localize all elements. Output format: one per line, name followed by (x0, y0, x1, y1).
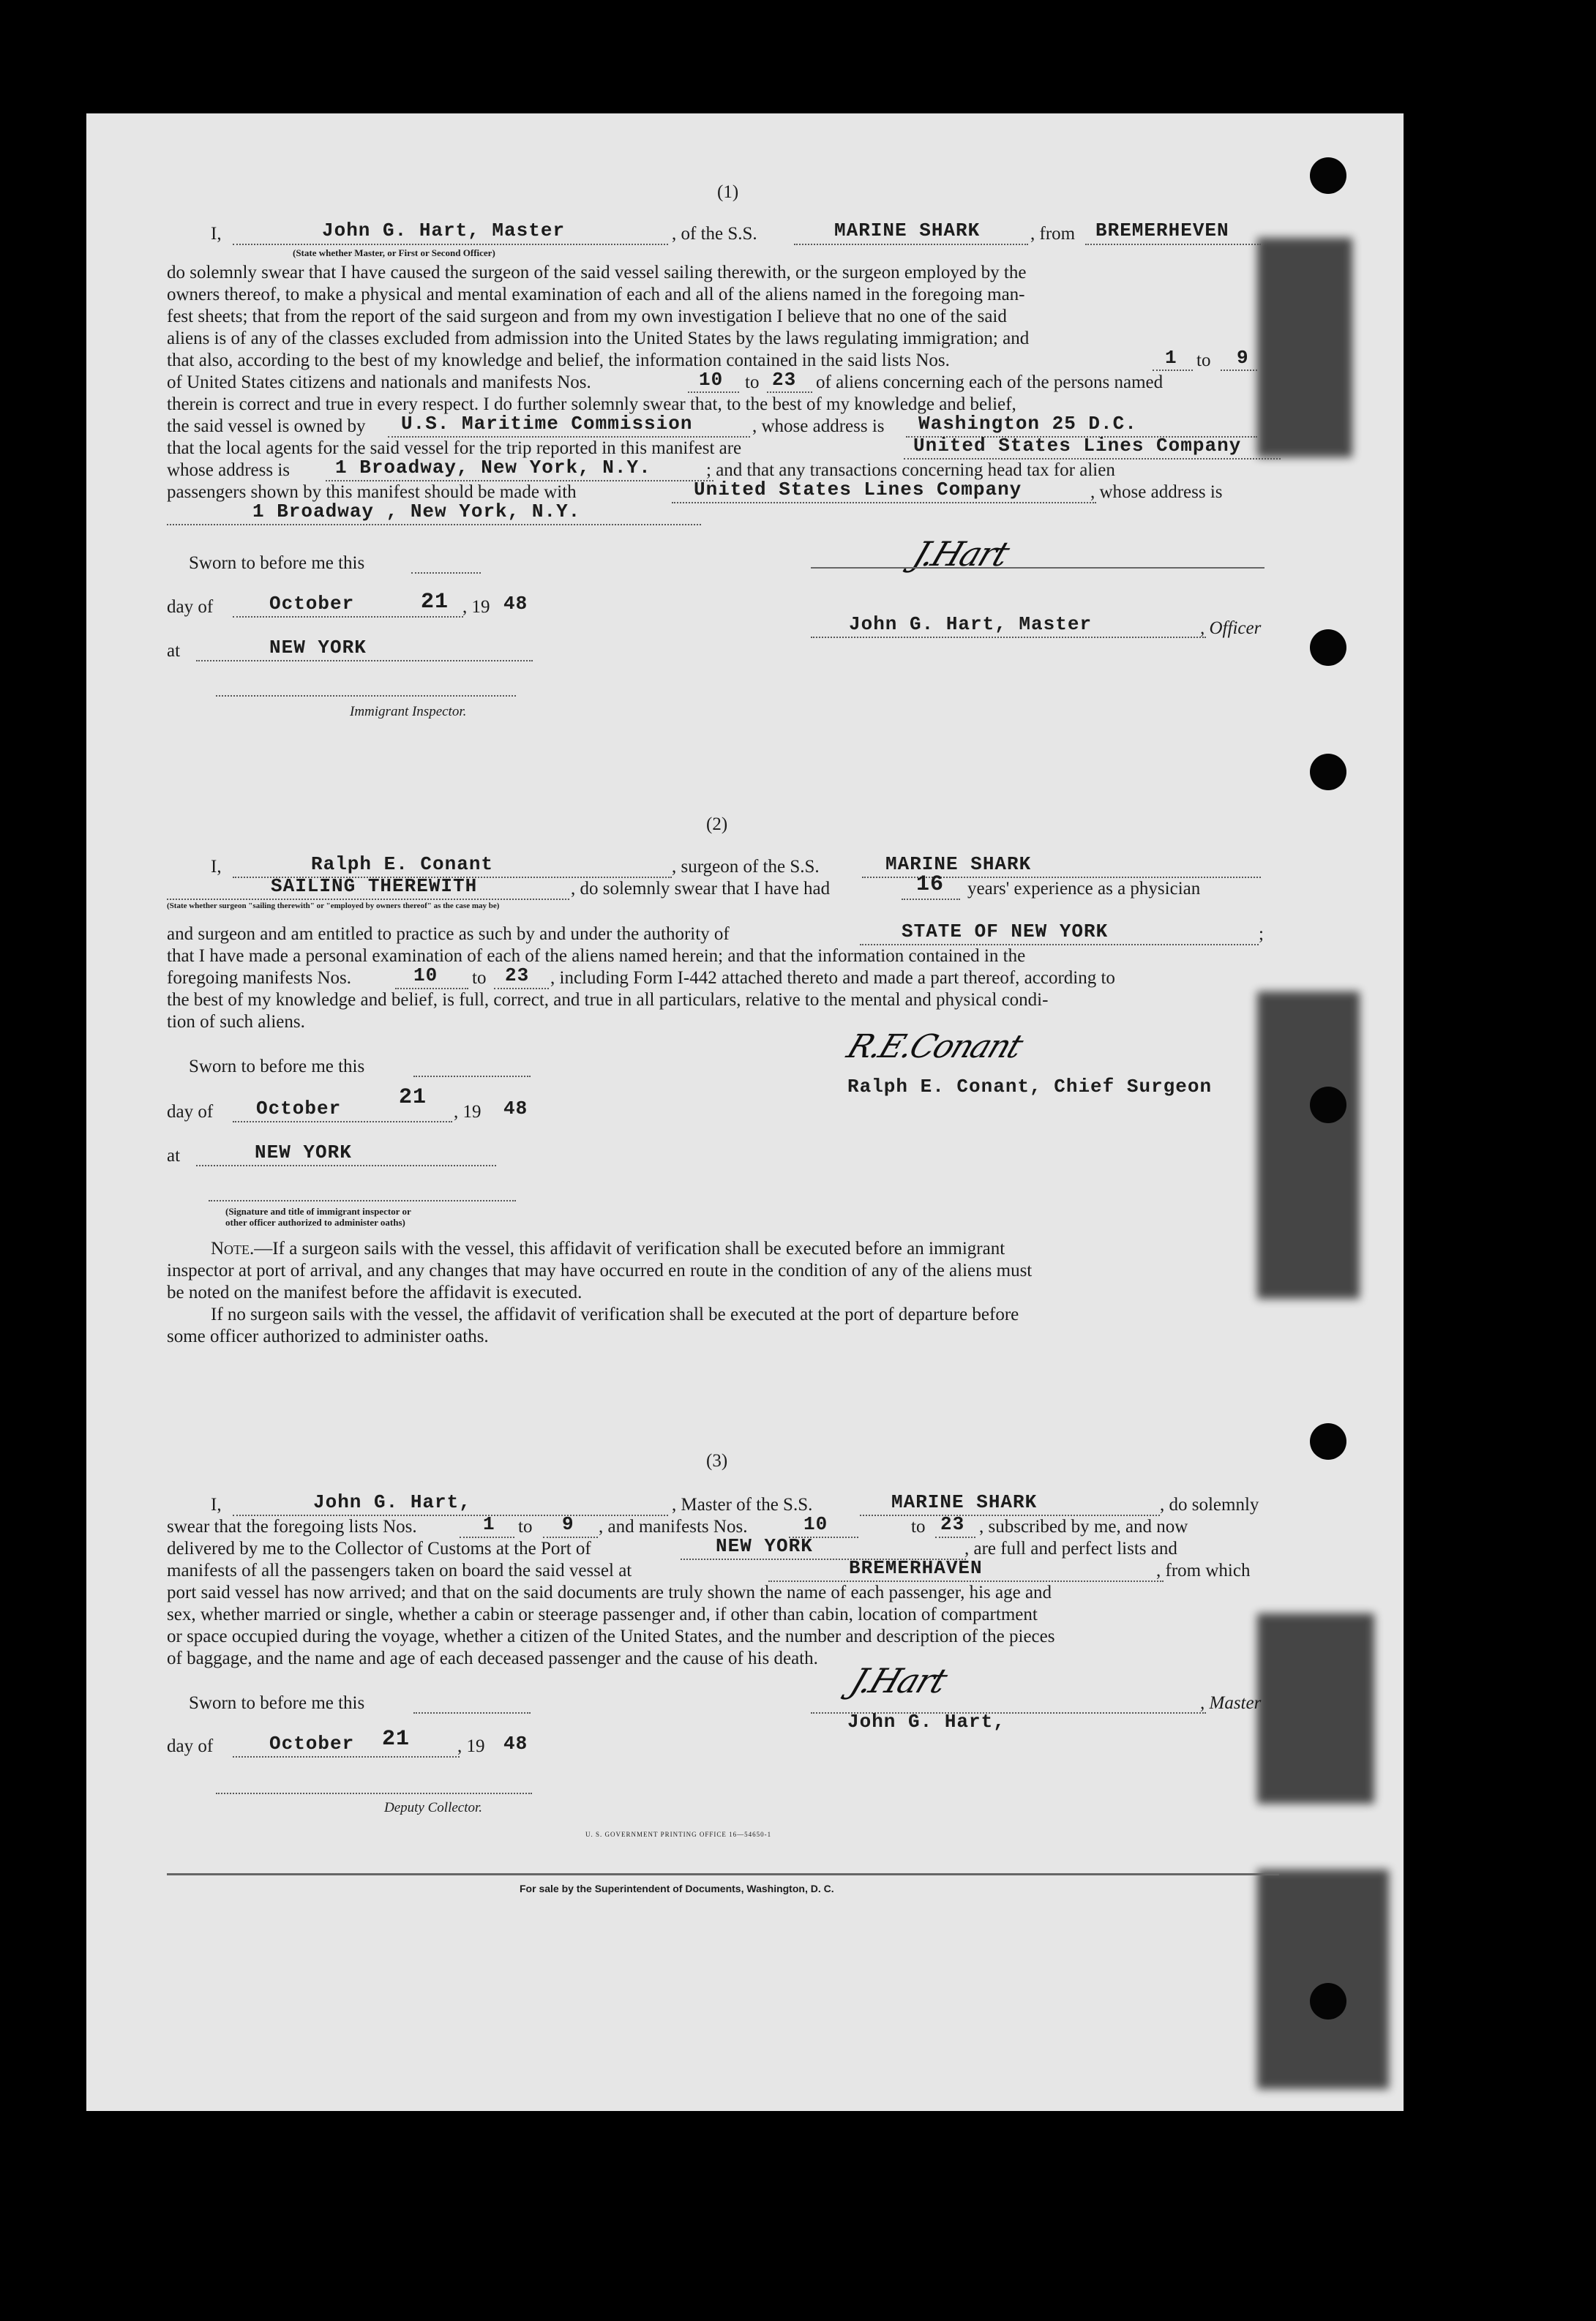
sec3-master-of: , Master of the S.S. (672, 1495, 813, 1515)
sec2-year: 48 (503, 1098, 528, 1120)
sec1-signed-name: John G. Hart, Master (849, 613, 1093, 635)
sec2-surgeon-of: , surgeon of the S.S. (672, 857, 820, 877)
sec1-line10b: ; and that any transactions concerning head tax for alien (706, 460, 1115, 480)
sec2-manifests-from: 10 (413, 964, 438, 986)
sec1-from: , from (1030, 224, 1076, 244)
sec2-day: 21 (399, 1085, 427, 1110)
surgeon-signature: R.E.Conant (842, 1028, 1027, 1065)
note-line: some officer authorized to administer oaths. (167, 1327, 489, 1346)
dotted-line (233, 1121, 452, 1122)
sec1-owner: U.S. Maritime Commission (401, 413, 693, 435)
note-line: inspector at port of arrival, and any changes that may have occurred en route in the condition of any of the aliens must (167, 1261, 1033, 1281)
dotted-line (233, 244, 668, 245)
section-1-number: (1) (717, 182, 739, 202)
sec1-inspector-caption: Immigrant Inspector. (350, 704, 467, 719)
dotted-line (209, 1200, 516, 1201)
sec1-month: October (269, 593, 355, 615)
sec2-line7: tion of such aliens. (167, 1012, 305, 1032)
semicolon: ; (1259, 924, 1264, 944)
sec1-vessel: MARINE SHARK (834, 220, 981, 241)
rule (811, 567, 1265, 569)
sec1-day: 21 (421, 590, 449, 615)
dotted-line (233, 616, 463, 618)
dotted-line (902, 899, 960, 900)
sec2-authority: STATE OF NEW YORK (902, 920, 1109, 942)
sec1-to: to (1196, 350, 1211, 370)
sec2-line3a: and surgeon and am entitled to practice as such by and under the authority of (167, 924, 730, 944)
stain (1257, 238, 1352, 457)
punch-hole (1310, 629, 1346, 666)
sec3-line3b: , are full and perfect lists and (964, 1539, 1177, 1559)
sec3-collector-caption: Deputy Collector. (384, 1800, 483, 1815)
sec1-place: NEW YORK (269, 637, 367, 659)
master-signature-1: J.Hart (907, 534, 1014, 574)
sec1-line8b: , whose address is (752, 416, 885, 436)
sec3-boarding-port: BREMERHAVEN (849, 1557, 983, 1579)
sale-line: For sale by the Superintendent of Documents, Washington, D. C. (520, 1883, 834, 1894)
sec1-headtax-agent: United States Lines Company (694, 479, 1022, 500)
sec1-to: to (745, 372, 760, 392)
section-3-number: (3) (706, 1451, 728, 1471)
sec3-solemnly: , do solemnly (1160, 1495, 1259, 1515)
sec3-manifests-to: 23 (940, 1513, 965, 1535)
sec3-line2c: , subscribed by me, and now (979, 1517, 1188, 1537)
dotted-line (216, 1793, 532, 1794)
sec3-sworn: Sworn to before me this (189, 1693, 365, 1713)
sec2-to: to (472, 968, 487, 988)
dotted-line (167, 524, 701, 525)
footer-rule (167, 1873, 1279, 1875)
stain (1257, 991, 1360, 1299)
dotted-line (688, 391, 739, 393)
dotted-line (413, 1076, 531, 1077)
note-line: be noted on the manifest before the affidavit is executed. (167, 1283, 582, 1302)
master-signature-3: J.Hart (845, 1661, 952, 1701)
sec3-line: of baggage, and the name and age of each deceased passenger and the cause of his death. (167, 1649, 818, 1668)
sec3-year-prefix: , 19 (457, 1736, 485, 1756)
punch-hole (1310, 157, 1346, 194)
note-label: Note. (211, 1239, 255, 1259)
sec1-port-from: BREMERHEVEN (1095, 220, 1229, 241)
sec2-sig-caption-1: (Signature and title of immigrant inspector or (225, 1206, 411, 1217)
dotted-line (196, 660, 533, 661)
sec1-at: at (167, 641, 181, 661)
sec2-vessel: MARINE SHARK (885, 853, 1032, 875)
punch-hole (1310, 1423, 1346, 1460)
dotted-line (794, 244, 1028, 245)
dotted-line (1221, 370, 1257, 371)
sec1-manifests-to: 23 (772, 369, 797, 391)
punch-hole (1310, 1983, 1346, 2020)
sec3-i: I, (211, 1495, 222, 1515)
sec3-to: to (518, 1517, 533, 1537)
sec2-at: at (167, 1146, 181, 1166)
dotted-line (1153, 370, 1193, 371)
sec1-line: fest sheets; that from the report of the said surgeon and from my own investigation I believe that no one of the said (167, 307, 1007, 326)
sec1-i: I, (211, 224, 222, 244)
dotted-line (413, 1712, 531, 1714)
stain (1257, 1870, 1389, 2089)
sec2-sig-caption-2: other officer authorized to administer oaths) (225, 1217, 405, 1228)
sec3-manifests-from: 10 (803, 1513, 828, 1535)
note-line: —If a surgeon sails with the vessel, this affidavit of verification shall be executed before an immigrant (254, 1239, 1005, 1259)
sec2-i: I, (211, 857, 222, 877)
sec1-caption: (State whether Master, or First or Second Officer) (293, 247, 495, 258)
sec3-signed-name: John G. Hart, (847, 1711, 1005, 1733)
sec1-day-of: day of (167, 597, 214, 617)
sec3-line: or space occupied during the voyage, whether a citizen of the United States, and the number and description of the pieces (167, 1627, 1055, 1646)
sec3-line4a: manifests of all the passengers taken on board the said vessel at (167, 1561, 632, 1581)
sec2-sworn: Sworn to before me this (189, 1057, 365, 1076)
sec3-line4b: , from which (1156, 1561, 1251, 1581)
sec1-line11b: , whose address is (1090, 482, 1223, 502)
sec1-of-the-ss: , of the S.S. (672, 224, 757, 244)
sec1-line11a: passengers shown by this manifest should be made with (167, 482, 577, 502)
sec2-line4: that I have made a personal examination of each of the aliens named herein; and that the information contained in the (167, 946, 1026, 966)
sec3-vessel: MARINE SHARK (891, 1491, 1038, 1513)
dotted-line (167, 899, 569, 900)
sec2-month: October (256, 1098, 342, 1120)
sec1-master-name: John G. Hart, Master (322, 220, 566, 241)
dotted-line (216, 695, 516, 697)
sec3-port: NEW YORK (716, 1535, 813, 1557)
sec2-surgeon-name: Ralph E. Conant (311, 853, 494, 875)
sec1-headtax-address: 1 Broadway , New York, N.Y. (252, 500, 581, 522)
sec3-line: port said vessel has now arrived; and that on the said documents are truly shown the name of each passenger, his age and (167, 1583, 1052, 1602)
sec3-lists-to: 9 (562, 1513, 574, 1535)
sec2-line6: the best of my knowledge and belief, is full, correct, and true in all particulars, relative to the mental and physical condi- (167, 990, 1049, 1010)
punch-hole (1310, 754, 1346, 790)
sec2-manifests-to: 23 (505, 964, 530, 986)
sec1-line6b: of aliens concerning each of the persons named (816, 372, 1164, 392)
sec1-line8a: the said vessel is owned by (167, 416, 366, 436)
sec1-year-prefix: , 19 (462, 597, 490, 617)
sec2-years: 16 (916, 872, 945, 897)
sec3-day: 21 (382, 1727, 411, 1752)
sec2-swear: , do solemnly swear that I have had (571, 879, 831, 899)
sec1-line6a: of United States citizens and nationals and manifests Nos. (167, 372, 591, 392)
sec2-sailing: SAILING THEREWITH (271, 875, 478, 897)
sec1-line10a: whose address is (167, 460, 291, 480)
sec1-line: do solemnly swear that I have caused the surgeon of the said vessel sailing therewith, or the surgeon employed by the (167, 263, 1027, 282)
sec1-line: that also, according to the best of my knowledge and belief, the information contained in the said lists Nos. (167, 350, 950, 370)
sec1-line: owners thereof, to make a physical and mental examination of each and all of the aliens named in the foregoing man- (167, 285, 1025, 304)
dotted-line (1085, 244, 1261, 245)
sec1-year: 48 (503, 593, 528, 615)
dotted-line (196, 1165, 496, 1166)
sec3-line2b: , and manifests Nos. (599, 1517, 748, 1537)
sec2-place: NEW YORK (255, 1141, 352, 1163)
section-2-number: (2) (706, 814, 728, 834)
sec1-manifests-from: 10 (699, 369, 724, 391)
sec2-caption: (State whether surgeon "sailing therewith" or "employed by owners thereof" as the case may be) (167, 901, 500, 910)
sec1-officer-caption: , Officer (1200, 618, 1262, 638)
sec3-master-caption: , Master (1200, 1693, 1262, 1713)
sec1-line7: therein is correct and true in every respect. I do further solemnly swear that, to the best of my knowledge and belief, (167, 394, 1016, 414)
dotted-line (811, 637, 1206, 638)
sec2-years-text: years' experience as a physician (967, 879, 1201, 899)
sec1-line: aliens is of any of the classes excluded from admission into the United States by the laws regulating immigration; and (167, 329, 1030, 348)
sec1-sworn: Sworn to before me this (189, 553, 365, 573)
sec2-line5b: , including Form I-442 attached thereto and made a part thereof, according to (550, 968, 1115, 988)
sec1-lists-from: 1 (1165, 347, 1177, 369)
sec1-owner-address: Washington 25 D.C. (918, 413, 1137, 435)
sec3-to: to (911, 1517, 926, 1537)
sec3-lists-from: 1 (483, 1513, 495, 1535)
sec1-agents-address: 1 Broadway, New York, N.Y. (335, 457, 651, 479)
sec3-line2a: swear that the foregoing lists Nos. (167, 1517, 417, 1537)
sec3-master-name: John G. Hart, (313, 1491, 471, 1513)
sec2-line5a: foregoing manifests Nos. (167, 968, 352, 988)
stain (1257, 1613, 1374, 1804)
sec3-month: October (269, 1733, 355, 1755)
sec1-lists-to: 9 (1237, 347, 1249, 369)
sec3-line3a: delivered by me to the Collector of Customs at the Port of (167, 1539, 591, 1559)
sec3-day-of: day of (167, 1736, 214, 1756)
dotted-line (411, 572, 481, 574)
punch-hole (1310, 1087, 1346, 1123)
dotted-line (767, 391, 812, 393)
dotted-line (233, 1756, 460, 1758)
sec3-line: sex, whether married or single, whether a cabin or steerage passenger and, if other than cabin, location of compartment (167, 1605, 1038, 1624)
gpo-line: U. S. GOVERNMENT PRINTING OFFICE 16—54650-1 (585, 1831, 772, 1838)
sec2-signed-name: Ralph E. Conant, Chief Surgeon (847, 1076, 1213, 1098)
sec2-day-of: day of (167, 1102, 214, 1122)
sec2-year-prefix: , 19 (454, 1102, 482, 1122)
sec1-line9a: that the local agents for the said vessel for the trip reported in this manifest are (167, 438, 742, 458)
dotted-line (672, 502, 1096, 503)
sec2-note-label (211, 1238, 1005, 1260)
sec3-year: 48 (503, 1733, 528, 1755)
note-line: If no surgeon sails with the vessel, the affidavit of verification shall be executed at the port of departure before (211, 1305, 1019, 1324)
sec1-agents: United States Lines Company (913, 435, 1242, 457)
